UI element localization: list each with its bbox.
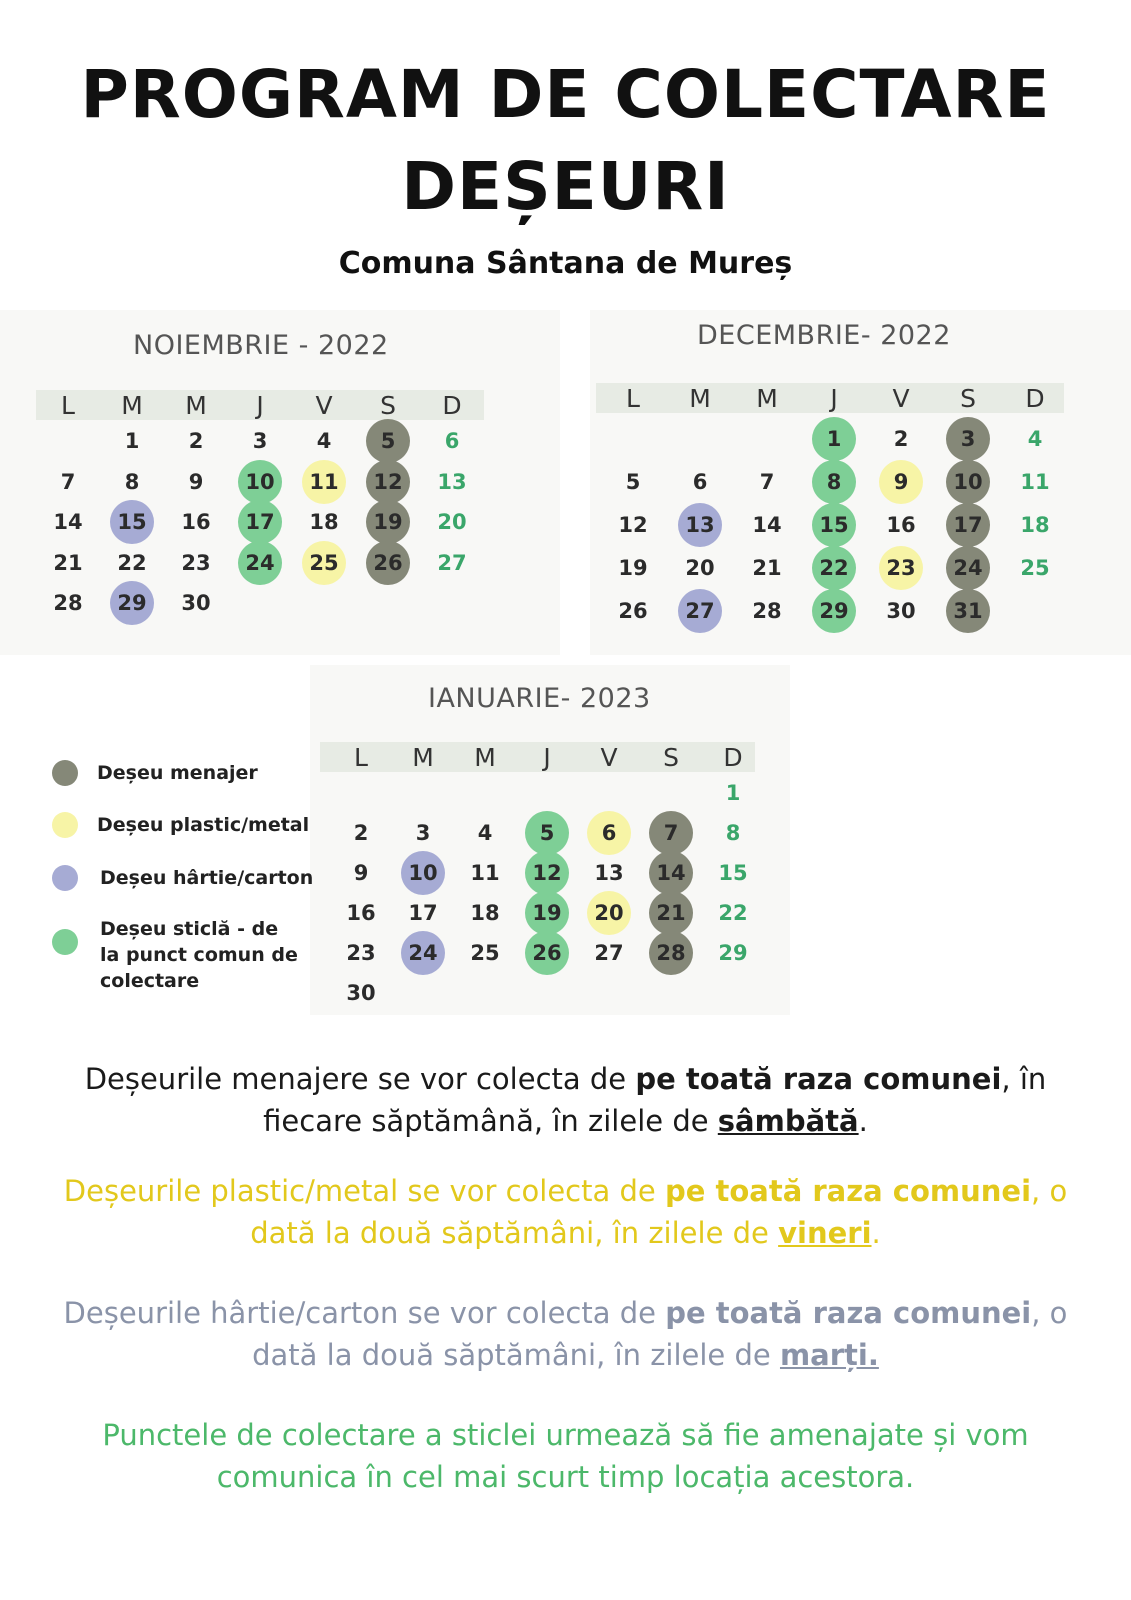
info-plastic <box>40 1170 1091 1254</box>
info-plastic-text2: , o dată la două săptămâni, în zilele de <box>250 1174 1068 1250</box>
calendar-november-title: NOIEMBRIE - 2022 <box>133 330 389 361</box>
day: 2 <box>188 429 204 453</box>
day: 4 <box>1027 427 1043 451</box>
day: 8 <box>124 469 140 494</box>
info-menajer-text2: , în fiecare săptămână, în zilele de <box>263 1062 1047 1138</box>
day: 8 <box>725 821 741 845</box>
day: 27 <box>437 550 467 575</box>
day: 16 <box>346 901 376 925</box>
day-hartie: 13 <box>678 503 722 547</box>
day: 18 <box>1020 513 1050 537</box>
day: 25 <box>470 941 500 965</box>
day: 7 <box>759 470 775 494</box>
day-sticla: 5 <box>525 811 569 855</box>
day: 4 <box>477 821 493 845</box>
day-sticla: 26 <box>525 931 569 975</box>
day: 22 <box>117 550 147 575</box>
day-hartie: 15 <box>110 500 154 544</box>
calendar-november-weekday: L <box>61 390 75 420</box>
day-sticla: 10 <box>238 460 282 504</box>
day-menajer: 17 <box>946 503 990 547</box>
day-hartie: 24 <box>401 931 445 975</box>
day: 17 <box>408 901 438 925</box>
day: 20 <box>685 556 715 580</box>
day: 23 <box>346 941 376 965</box>
calendar-december-weekday: L <box>626 383 640 413</box>
info-plastic-bold: pe toată raza comunei <box>664 1174 1032 1208</box>
day: 30 <box>346 981 376 1005</box>
day-sticla: 22 <box>812 546 856 590</box>
day: 5 <box>625 470 641 494</box>
day-menajer: 19 <box>366 500 410 544</box>
day: 28 <box>53 591 83 615</box>
info-plastic-text: Deșeurile plastic/metal se vor colecta de <box>63 1174 665 1208</box>
day-menajer: 5 <box>366 419 410 463</box>
day-menajer: 10 <box>946 460 990 504</box>
day: 20 <box>437 510 467 534</box>
day: 11 <box>1020 470 1050 494</box>
day-sticla: 17 <box>238 500 282 544</box>
legend-hartie-label: Deșeu hârtie/carton <box>100 867 314 889</box>
day-menajer: 28 <box>649 931 693 975</box>
day: 14 <box>53 510 83 534</box>
day: 18 <box>309 510 339 534</box>
info-menajer-day: sâmbătă <box>717 1104 859 1138</box>
calendar-january-weekday: J <box>543 742 551 772</box>
day-hartie: 29 <box>110 581 154 625</box>
day: 21 <box>752 556 782 580</box>
page-subtitle: Comuna Sântana de Mureș <box>338 246 793 281</box>
day: 9 <box>353 861 369 885</box>
calendar-january-weekday: D <box>723 742 743 772</box>
day: 2 <box>893 427 909 451</box>
day-plastic: 20 <box>587 891 631 935</box>
day-menajer: 12 <box>366 460 410 504</box>
calendar-november-weekday: D <box>442 390 462 420</box>
legend-menajer-label: Deșeu menajer <box>97 762 258 784</box>
legend-plastic-label: Deșeu plastic/metal <box>97 814 310 836</box>
day-plastic: 25 <box>302 541 346 585</box>
legend-sticla-dot <box>52 929 78 955</box>
day: 3 <box>252 429 268 453</box>
day-plastic: 9 <box>879 460 923 504</box>
day: 16 <box>181 510 211 534</box>
calendar-december-weekday: M <box>689 383 711 413</box>
info-hartie <box>40 1292 1091 1376</box>
calendar-january-weekday: L <box>354 742 368 772</box>
info-hartie-text2: , o dată la două săptămâni, în zilele de <box>252 1296 1068 1372</box>
page-title-line2: DEȘEURI <box>401 148 730 225</box>
legend-menajer-dot <box>52 760 78 786</box>
day: 12 <box>618 513 648 537</box>
day-sticla: 19 <box>525 891 569 935</box>
day: 13 <box>594 861 624 885</box>
day-plastic: 6 <box>587 811 631 855</box>
info-menajer <box>40 1058 1091 1142</box>
day: 6 <box>444 429 460 453</box>
day: 27 <box>594 941 624 965</box>
info-hartie-bold: pe toată raza comunei <box>665 1296 1032 1330</box>
day-menajer: 14 <box>649 851 693 895</box>
info-menajer-end: . <box>858 1104 868 1138</box>
day: 9 <box>188 469 204 494</box>
day: 4 <box>316 429 332 453</box>
calendar-january-weekday: M <box>474 742 496 772</box>
day-sticla: 29 <box>812 589 856 633</box>
calendar-january-weekday: M <box>412 742 434 772</box>
calendar-november-weekday: V <box>315 390 333 420</box>
info-sticla-text: Punctele de colectare a sticlei urmează să fie amenajate și vom comunica în cel mai scurt timp locația acestora. <box>102 1418 1029 1494</box>
day: 29 <box>718 941 748 965</box>
calendar-november-weekday: J <box>256 390 264 420</box>
calendar-december-title: DECEMBRIE- 2022 <box>697 320 951 351</box>
day: 3 <box>415 821 431 845</box>
calendar-december-weekday: V <box>892 383 910 413</box>
day-sticla: 15 <box>812 503 856 547</box>
day: 15 <box>718 861 748 885</box>
day-sticla: 24 <box>238 541 282 585</box>
calendar-december-weekday: M <box>756 383 778 413</box>
day: 25 <box>1020 556 1050 580</box>
day-menajer: 21 <box>649 891 693 935</box>
calendar-november-weekday: S <box>380 390 396 420</box>
day: 14 <box>752 513 782 537</box>
day-sticla: 12 <box>525 851 569 895</box>
day-menajer: 31 <box>946 589 990 633</box>
day-plastic: 23 <box>879 546 923 590</box>
day: 2 <box>353 821 369 845</box>
day-hartie: 10 <box>401 851 445 895</box>
day: 21 <box>53 550 83 575</box>
info-menajer-text: Deșeurile menajere se vor colecta de <box>84 1062 636 1096</box>
day: 23 <box>181 550 211 575</box>
legend-hartie-dot <box>52 865 78 891</box>
info-plastic-end: . <box>871 1216 881 1250</box>
day: 7 <box>60 469 76 494</box>
day-menajer: 3 <box>946 417 990 461</box>
calendar-january-title: IANUARIE- 2023 <box>428 683 651 714</box>
day: 30 <box>886 599 916 623</box>
calendar-november-weekday: M <box>121 390 143 420</box>
day-sticla: 8 <box>812 460 856 504</box>
calendar-december-weekday: S <box>960 383 976 413</box>
info-sticla <box>60 1414 1071 1498</box>
legend-sticla-label: Deșeu sticlă - de la punct comun de colectare <box>100 918 298 992</box>
day: 6 <box>692 470 708 494</box>
day-plastic: 11 <box>302 460 346 504</box>
calendar-january-weekday: S <box>663 742 679 772</box>
day-menajer: 7 <box>649 811 693 855</box>
calendar-december-weekday: J <box>830 383 838 413</box>
day: 30 <box>181 591 211 615</box>
day: 28 <box>752 599 782 623</box>
day: 1 <box>124 429 140 453</box>
day-menajer: 24 <box>946 546 990 590</box>
day: 16 <box>886 513 916 537</box>
page-title-line1: PROGRAM DE COLECTARE <box>80 56 1051 133</box>
day: 18 <box>470 901 500 925</box>
info-plastic-day: vineri <box>778 1216 872 1250</box>
day-hartie: 27 <box>678 589 722 633</box>
day-menajer: 26 <box>366 541 410 585</box>
day: 26 <box>618 599 648 623</box>
day: 19 <box>618 556 648 580</box>
day-sticla: 1 <box>812 417 856 461</box>
calendar-december-weekday: D <box>1025 383 1045 413</box>
day: 22 <box>718 901 748 925</box>
day: 13 <box>437 469 467 494</box>
day: 1 <box>725 781 741 805</box>
day: 11 <box>470 861 500 885</box>
legend-plastic-dot <box>52 812 78 838</box>
calendar-november-weekday: M <box>185 390 207 420</box>
info-hartie-text: Deșeurile hârtie/carton se vor colecta de <box>63 1296 666 1330</box>
info-menajer-bold: pe toată raza comunei <box>635 1062 1002 1096</box>
info-hartie-day: marți. <box>779 1338 879 1372</box>
calendar-january-weekday: V <box>600 742 618 772</box>
